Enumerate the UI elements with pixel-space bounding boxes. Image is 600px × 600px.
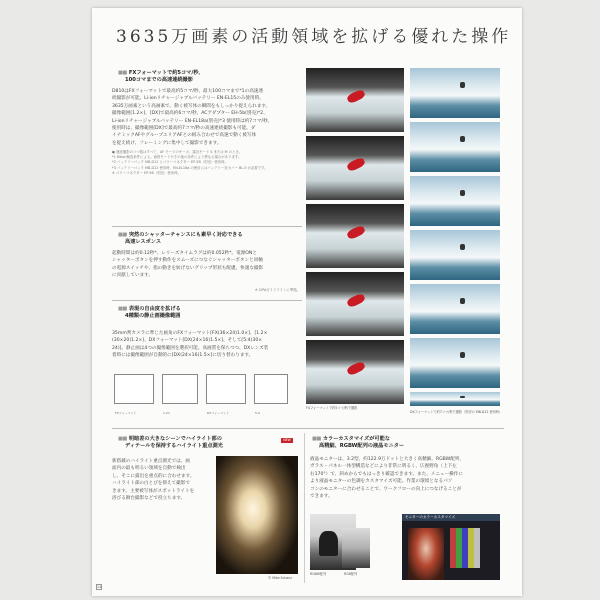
divider	[112, 226, 302, 227]
format-dx-diagram: DXフォーマット	[206, 374, 246, 404]
surf-caption: DXフォーマットで約7コマ/秒で撮影（別売の MB-D12 使用時）	[410, 410, 503, 414]
section4-body: 新搭載のハイライト重点測光では、画 面内の最も明るい領域を自動で検出 し、そこに露出を重点的に合わせます。 ハイライト部の白とびを抑えて撮影で きます。主要被写体がスポットライトを 浴びる舞台撮影などで役立ちます。	[112, 459, 195, 502]
surf-photo-2	[410, 122, 500, 172]
bullet-dots-icon: ■■	[118, 232, 127, 238]
kayak-photo-1	[306, 68, 404, 132]
section2-note: ※ CIPAガイドラインに準拠。	[254, 288, 300, 292]
page-number: 14	[97, 585, 102, 589]
surf-photo-7	[410, 392, 500, 406]
kayak-caption: FXフォーマットで約5コマ/秒で撮影	[306, 406, 358, 410]
rgbw-caption: RGBW配列	[310, 572, 327, 576]
kayak-photo-4	[306, 272, 404, 336]
section3-body: 35mm判カメラに準じた画角のFXフォーマット[FX(36×24)1.0×]、[1.2× (30×20)1.2×]、DXフォーマット[DX(24×16)1.5×]、そして[5:4(30× 24)]。静止画は4つの撮像範囲を選択可能。高画質を保ちつつ、DXレンズ装 着時には撮像範囲が自動的に[DX(24×16)1.5×]に切り替わります。	[112, 331, 269, 359]
page-headline: 3635万画素の活動領域を拡げる優れた操作	[116, 27, 512, 47]
surf-photo-3	[410, 176, 500, 226]
surf-photo-4	[410, 230, 500, 280]
section1-title: ■■ FXフォーマットで約5コマ/秒、 100コマまでの高速連続撮影	[118, 70, 204, 83]
format-54-diagram: 5:4	[254, 374, 288, 404]
bullet-dots-icon: ■■	[118, 70, 127, 76]
rgb-caption: RGB配列	[344, 572, 358, 576]
section1-notes: ● 連続撮影のコマ数はすべて、AF モードのサーボ、露出モード S または M のとき。 *1 Nikon検査条件による。画質モードやその他の条件により異なる場合があります。 *2 バッテリーパック MB-D12 とパワーコネクター EP-5B（別売）使用時。 *3 バッテリーパック MB-D12 使用時、EN-EL18a の使用にはバッテリー室カバー BL-5 が必要です。 ※ パワーコネクター EP-5B（別売）使用時。	[112, 150, 268, 175]
section2-body: 起動時間は約0.12秒*、レリーズタイムラグは約0.052秒*。電源ONと シャッターボタンを押す動作をスムーズにつなぐシャッターボタンと同軸 の電源スイッチや、指の動きを妨げないグリップ形状も配慮。快適な撮影 に貢献しています。	[112, 251, 264, 279]
photo-credit: © Mike Schanz	[268, 576, 292, 580]
catalog-page	[92, 8, 522, 596]
section3-title: ■■ 表現の自由度を拡げる 4種類の静止画撮像範囲	[118, 306, 181, 319]
column-divider	[304, 433, 305, 583]
highlight-metering-photo	[216, 456, 298, 574]
section5-body: 液晶モニターは、3.2型、約122.9万ドットと大きく高精細。RGBW配列、 ガラス・パネル一体型構造などにより非常に明るく、広視野角（上下左 右170°）で、斜めからでもはっきり確認できます。また、メニュー操作に より液晶モニターの色調をカスタマイズ可能。作業の環境となるパソ コンのモニターに合わせることで、ワークフローの向上につなげることが できます。	[310, 457, 464, 500]
bullet-dots-icon: ■■	[118, 306, 127, 312]
format-12x-diagram: 1.2×	[162, 374, 198, 404]
monitor-color-customize-screen	[402, 514, 500, 580]
kayak-photo-2	[306, 136, 404, 200]
surf-photo-1	[410, 68, 500, 118]
new-badge: NEW	[281, 438, 293, 443]
surf-photo-6	[410, 338, 500, 388]
section2-title: ■■ 突然のシャッターチャンスにも素早く対応できる 高速レスポンス	[118, 232, 243, 245]
bullet-dots-icon: ■■	[312, 436, 321, 442]
kayak-photo-3	[306, 204, 404, 268]
bullet-dots-icon: ■■	[118, 436, 127, 442]
surf-photo-5	[410, 284, 500, 334]
kayak-photo-5	[306, 340, 404, 404]
section5-title: ■■ カラーカスタマイズが可能な 高精細、RGBW配列の液晶モニター	[312, 436, 405, 449]
rgb-comparison-photo	[342, 528, 370, 568]
format-fx-diagram: FXフォーマット	[114, 374, 154, 404]
monitor-preview-image	[408, 528, 444, 580]
color-adjust-panel	[450, 528, 480, 568]
section1-body: D810はFXフォーマットで最高約5コマ/秒、最大100コマまで*1の高速連 続撮影が可能。Li-ionリチャージャブルバッテリー EN-EL15のみ使用時。 3635万画素という高画素で、動く被写体の瞬間をもしっかり捉えられます。 撮像範囲[1.2×]、[DX]で最高約6コマ/秒。ACアダプター EH-5b(別売)*2、 Li-ionリチャージャブルバッテリー EN-EL18a(別売)*3 使用時は約7コマ/秒。 使用時は、撮像範囲[DX]で最高約7コマ/秒の高速連続撮影も可能。ダ イナミックAFやグループエリアAFとの組み合わせで高速で動く被写体 を捉え続け、フレーミングに集中して撮影できます。	[112, 89, 273, 146]
section4-title: ■■ 明暗差の大きなシーンでハイライト部の ディテールを保持するハイライト重点測光	[118, 436, 223, 449]
divider	[112, 300, 302, 301]
divider	[112, 428, 504, 429]
monitor-screen-title: モニターのカラーカスタマイズ	[402, 514, 500, 521]
